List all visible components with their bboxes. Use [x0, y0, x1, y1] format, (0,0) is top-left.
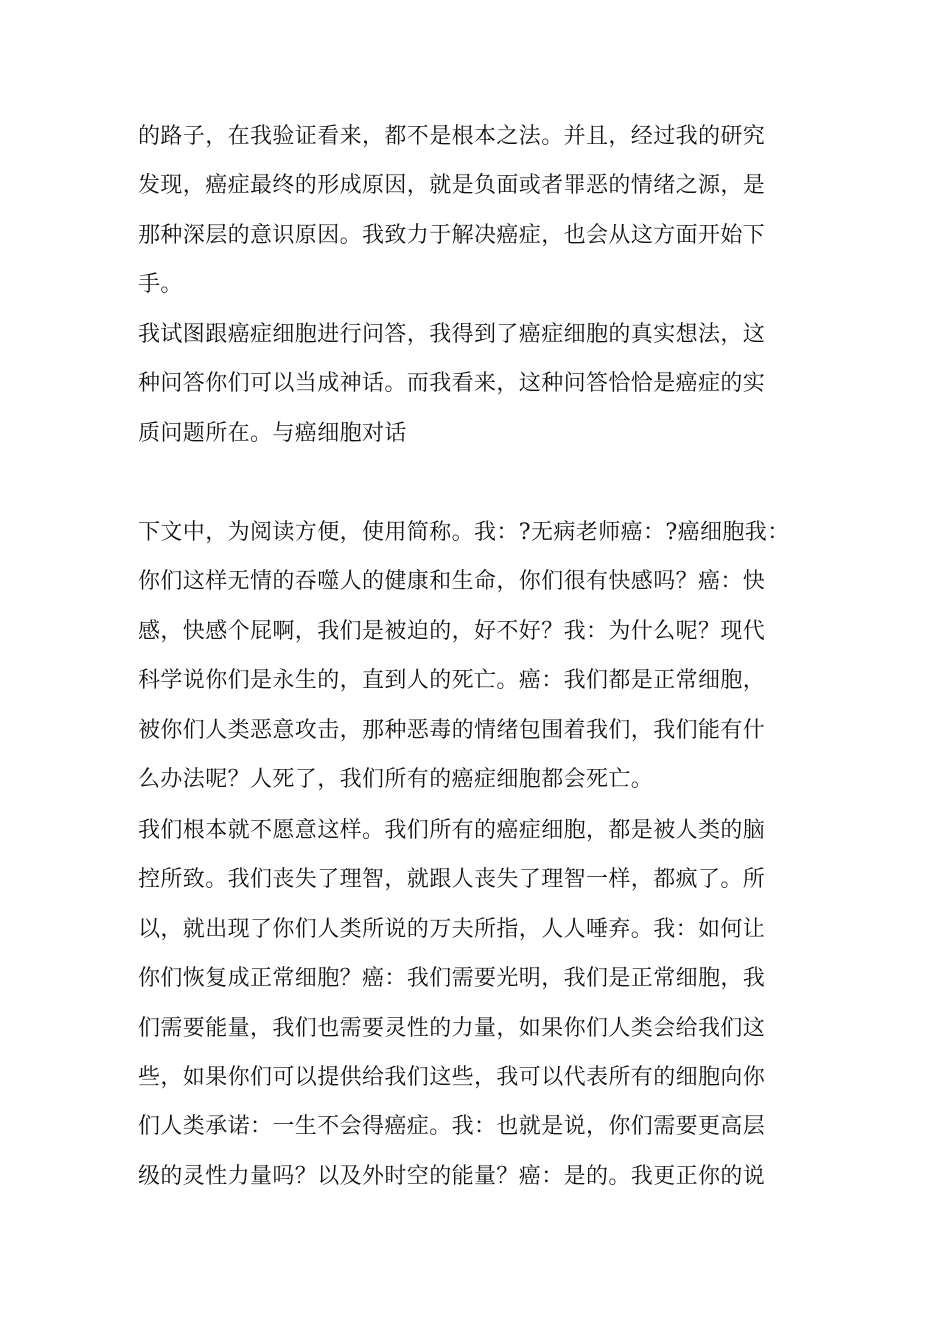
text-line: 质问题所在。与癌细胞对话 — [138, 420, 407, 446]
text-line: 么办法呢？人死了，我们所有的癌症细胞都会死亡。 — [138, 766, 654, 792]
text-line: 被你们人类恶意攻击，那种恶毒的情绪包围着我们，我们能有什 — [138, 717, 766, 743]
text-line: 种问答你们可以当成神话。而我看来，这种问答恰恰是癌症的实 — [138, 371, 766, 397]
text-line: 我们根本就不愿意这样。我们所有的癌症细胞，都是被人类的脑 — [138, 818, 766, 843]
text-line: 感，快感个屁啊，我们是被迫的，好不好？我：为什么呢？现代 — [138, 618, 766, 644]
paragraph-dialogue-part-1 — [138, 508, 818, 804]
paragraph-cancer-cause — [138, 112, 818, 310]
paragraph-dialogue-intro — [138, 310, 818, 458]
text-line: 我试图跟癌症细胞进行问答，我得到了癌症细胞的真实想法，这 — [138, 322, 766, 347]
text-line: 你们这样无情的吞噬人的健康和生命，你们很有快感吗？癌：快 — [138, 569, 766, 595]
text-line: 些，如果你们可以提供给我们这些，我可以代表所有的细胞向你 — [138, 1064, 766, 1090]
text-line: 级的灵性力量吗？以及外时空的能量？癌：是的。我更正你的说 — [138, 1163, 766, 1189]
text-line: 们人类承诺：一生不会得癌症。我：也就是说，你们需要更高层 — [138, 1114, 766, 1140]
text-line: 那种深层的意识原因。我致力于解决癌症，也会从这方面开始下 — [138, 222, 766, 248]
text-line: 以，就出现了你们人类所说的万夫所指，人人唾弃。我：如何让 — [138, 916, 766, 942]
text-line: 发现，癌症最终的形成原因，就是负面或者罪恶的情绪之源，是 — [138, 173, 766, 199]
text-line: 手。 — [138, 272, 183, 298]
text-line: 你们恢复成正常细胞？癌：我们需要光明，我们是正常细胞，我 — [138, 966, 766, 992]
paragraph-dialogue-part-2 — [138, 806, 818, 1201]
text-line: 控所致。我们丧失了理智，就跟人丧失了理智一样，都疯了。所 — [138, 867, 766, 893]
text-line: 们需要能量，我们也需要灵性的力量，如果你们人类会给我们这 — [138, 1015, 766, 1041]
text-line: 下文中，为阅读方便，使用简称。我：?无病老师癌：?癌细胞我： — [138, 520, 790, 545]
text-line: 科学说你们是永生的，直到人的死亡。癌：我们都是正常细胞， — [138, 668, 766, 694]
text-line: 的路子，在我验证看来，都不是根本之法。并且，经过我的研究 — [138, 124, 766, 149]
